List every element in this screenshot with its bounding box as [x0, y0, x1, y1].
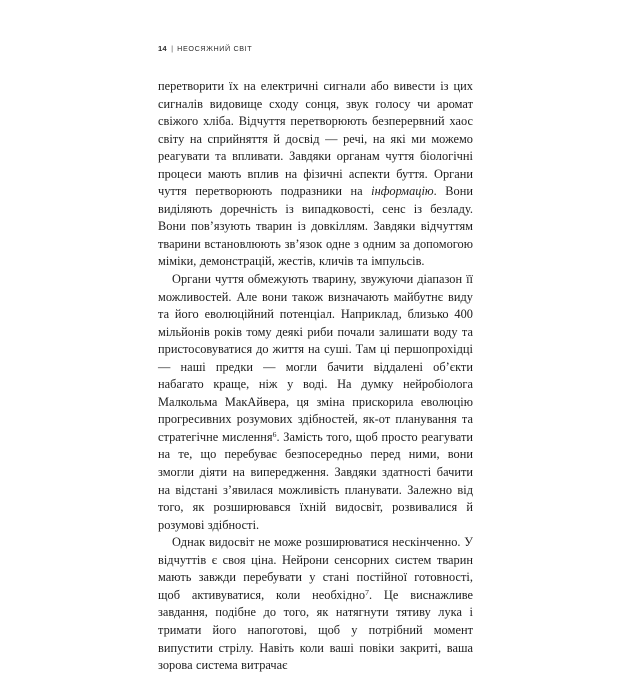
body-text-block [158, 78, 473, 675]
running-head [158, 44, 478, 57]
paragraph: Однак видосвіт не може розширюватися нескінченно. У відчуттів є своя ціна. Нейрони сенсорних систем тварин мають завжди перебувати у стані постійної готовності, щоб активуватися, коли необхідно$^7$. Це виснажливе завдання, подібне до того, як натягнути тятиву лука і тримати його напоготові, щоб у потрібний момент випустити стрілу. Навіть коли ваші повіки закриті, ваша зорова система витрачає [158, 535, 473, 673]
footnote-marker: 7 [365, 587, 369, 597]
footnote-marker: 6 [272, 429, 277, 439]
paragraph: Органи чуття обмежують тварину, звужуючи діапазон її можливостей. Але вони також визначають майбутнє виду та його еволюційний потенціал. Наприклад, близько 400 мільйонів років тому деякі риби почали залишати воду та пристосовуватися до життя на суші. Там ці першопрохідці — наші предки — могли бачити віддалені об’єкти набагато краще, ніж у воді. На думку нейробіолога Малкольма МакАйвера, ця зміна прискорила еволюцію прогресивних розумових здібностей, як-от планування та стратегічне мислення$^6$. Замість того, щоб просто реагувати на те, що перебуває безпосередньо перед ними, вони змогли діяти на випередження. Завдяки здатності бачити на відстані з’явилася можливість планувати. Залежно від того, як розширювався їхній видосвіт, розвивалися й розумові здібності. [158, 272, 474, 532]
running-head-separator: | [171, 44, 174, 53]
paragraph: перетворити їх на електричні сигнали або вивести із цих сигналів видовище сходу сонця, звук голосу чи аромат свіжого хліба. Відчуття перетворюють безперервний хаос світу на сприйняття й досвід — речі, на які ми можемо реагувати та впливати. Завдяки органам чуття біологічні процеси мають вплив на фізичні аспекти буття. Органи чуття перетворюють подразники на інформацію. Вони виділяють доречність із випадковості, сенс із безладу. Вони пов’язують тварин із довкіллям. Завдяки відчуттям тварини встановлюють зв’язок одне з одним за допомогою міміки, демонстрацій, жестів, кличів та імпульсів. [158, 79, 473, 269]
numeral: 400 [454, 307, 473, 322]
emphasized-text: інформацію [371, 184, 434, 199]
page-number: 14 [158, 44, 167, 53]
running-head-title: НЕОСЯЖНИЙ СВІТ [177, 44, 253, 53]
